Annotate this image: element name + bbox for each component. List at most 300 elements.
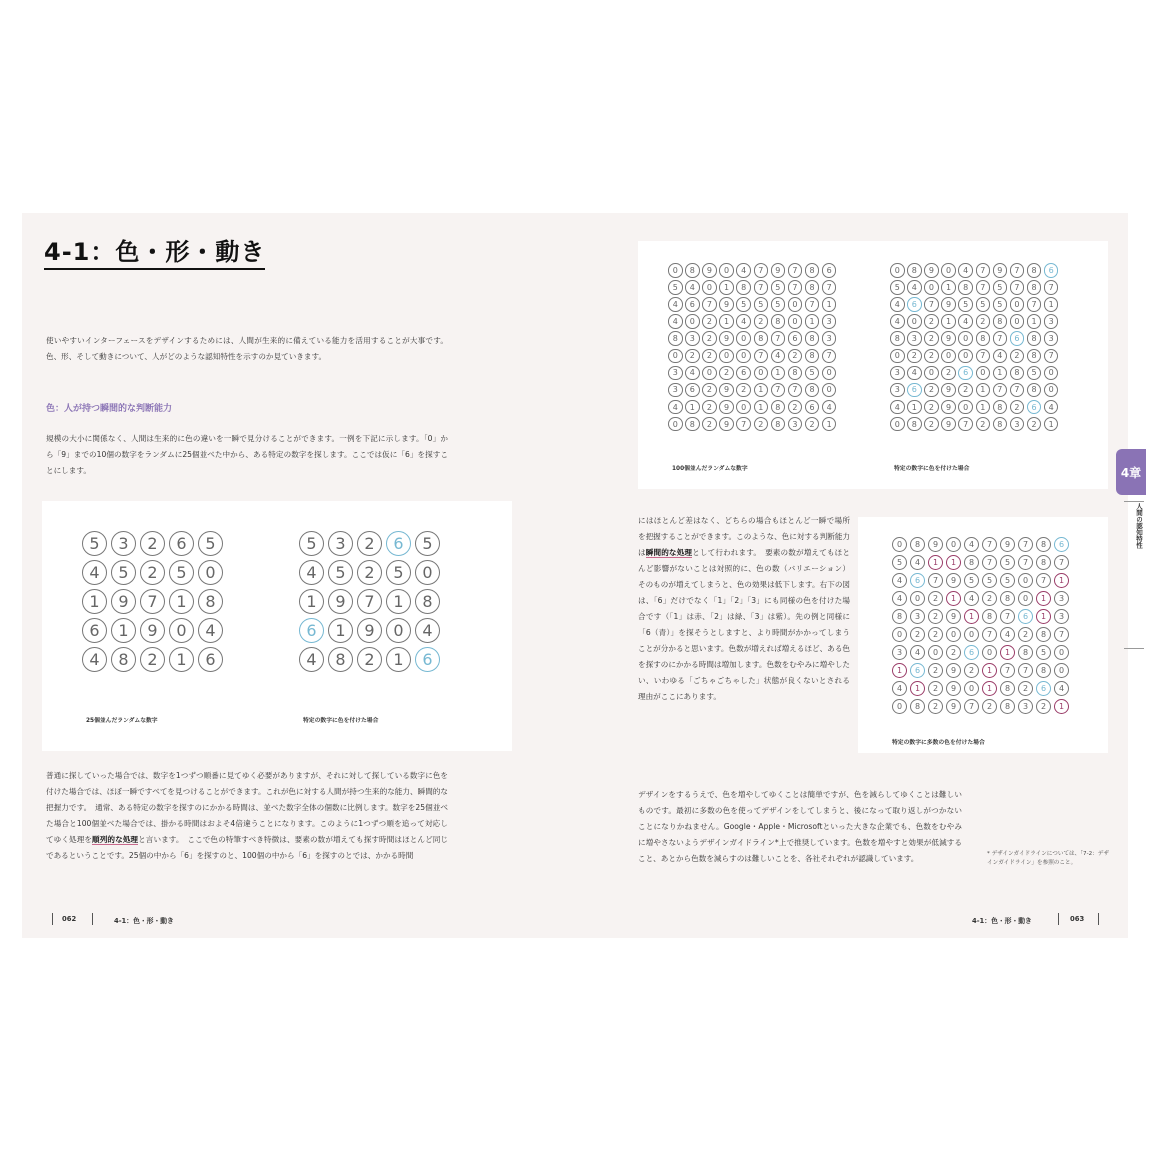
digit-circle: 7 (140, 589, 165, 614)
paragraph-2-text-b: と言います。 ここで色の特筆すべき特徴は、要素の数が増えても探す時間はほとんど同じであるということです。25個の中から「6」を探すのと、100個の中から「6」を探すのとでは、かかる時間 (46, 835, 449, 860)
digit-circle: 2 (719, 366, 734, 381)
paragraph-3-text-b: として行われます。 要素の数が増えてもほとんど影響がないことは対照的に、色の数（バリエーション）そのものが増えてしまうと、色の効果は低下します。右下の図は、「6」だけでなく「1」「2」「3」にも同様の色を付けた場合です（「1」は赤、「2」は緑、「3」は紫）。先の例と同様に「6（青）」を探そうとしますと、より時間がかかってしまうことが分かると思います。色数が増えれば増えるほど、ある色を探すのにかかる時間は増加します。色数をむやみに増やしたい、いわゆる「ごちゃごちゃした」状態が良くないとされる理由がここにあります。 (638, 548, 851, 701)
digit-circle: 2 (910, 627, 925, 642)
digit-circle: 0 (169, 618, 194, 643)
digit-circle: 7 (822, 349, 837, 364)
digit-circle: 7 (1018, 663, 1033, 678)
digit-circle: 1 (910, 681, 925, 696)
digit-circle: 9 (140, 618, 165, 643)
section-subheading: 色：人が持つ瞬間的な判断能力 (46, 404, 173, 414)
digit-circle: 8 (805, 349, 820, 364)
digit-circle: 1 (1054, 699, 1069, 714)
digit-circle: 4 (415, 618, 440, 643)
digit-circle: 2 (924, 383, 939, 398)
digit-circle: 2 (736, 383, 751, 398)
digit-circle: 4 (668, 314, 683, 329)
digit-circle: 2 (788, 400, 803, 415)
digit-circle: 1 (386, 589, 411, 614)
digit-circle: 4 (892, 681, 907, 696)
digit-circle: 2 (928, 663, 943, 678)
digit-circle: 8 (328, 647, 353, 672)
digit-circle: 7 (1044, 349, 1059, 364)
digit-circle: 2 (946, 645, 961, 660)
digit-circle: 2 (928, 609, 943, 624)
digit-circle: 1 (754, 400, 769, 415)
digit-circle: 1 (386, 647, 411, 672)
digit-circle: 0 (1018, 573, 1033, 588)
digit-circle: 0 (1044, 366, 1059, 381)
digit-circle: 0 (685, 314, 700, 329)
digit-circle: 2 (907, 349, 922, 364)
digit-circle: 9 (924, 263, 939, 278)
digit-circle: 7 (754, 263, 769, 278)
digit-circle: 8 (910, 699, 925, 714)
digit-circle: 0 (982, 645, 997, 660)
digit-circle: 7 (754, 349, 769, 364)
digit-circle: 4 (910, 645, 925, 660)
digit-circle: 0 (958, 400, 973, 415)
digit-circle: 5 (890, 280, 905, 295)
digit-circle: 4 (958, 314, 973, 329)
digit-circle: 5 (754, 297, 769, 312)
digit-circle: 7 (982, 555, 997, 570)
digit-circle: 6 (822, 263, 837, 278)
digit-circle: 8 (1036, 627, 1051, 642)
digit-circle: 1 (299, 589, 324, 614)
digit-circle: 2 (1036, 699, 1051, 714)
digit-circle: 0 (890, 349, 905, 364)
digit-circle: 3 (892, 645, 907, 660)
digit-circle: 9 (719, 383, 734, 398)
digit-circle: 4 (82, 560, 107, 585)
digit-circle: 4 (910, 555, 925, 570)
digit-circle: 9 (1000, 537, 1015, 552)
digit-circle: 1 (976, 383, 991, 398)
paragraph-2 (46, 768, 448, 864)
paragraph-2-text-a: 普通に探していった場合では、数字を1つずつ順番に見てゆく必要がありますが、それに対して探している数字に色を付けた場合では、ほぼ一瞬ですべてを見つけることができます。これが色に対する人間が持つ生来的な能力、瞬間的な把握力です。 通常、ある特定の数字を探すのにかかる時間は、並べた数字全体の個数に比例します。数字を25個並べた場合と100個並べた場合では、掛かる時間はおよそ4倍違うことになります。このように1つずつ順を追って対応してゆく処理を (46, 771, 448, 844)
digit-circle: 3 (1054, 591, 1069, 606)
digit-circle: 2 (702, 400, 717, 415)
digit-circle: 7 (702, 297, 717, 312)
figure-1-caption-right: 特定の数字に色を付けた場合 (303, 718, 379, 724)
digit-circle: 7 (1010, 280, 1025, 295)
digit-circle: 3 (1018, 699, 1033, 714)
digit-circle: 2 (702, 331, 717, 346)
chapter-tab-rule-bottom (1124, 648, 1144, 649)
digit-circle: 8 (805, 263, 820, 278)
digit-circle: 0 (668, 417, 683, 432)
digit-circle: 2 (357, 531, 382, 556)
digit-circle: 1 (754, 383, 769, 398)
digit-circle: 9 (941, 383, 956, 398)
digit-circle: 0 (736, 349, 751, 364)
digit-circle: 5 (736, 297, 751, 312)
digit-circle: 2 (1018, 627, 1033, 642)
chapter-tab-rule-top (1124, 501, 1144, 502)
digit-circle: 7 (976, 280, 991, 295)
digit-circle: 1 (82, 589, 107, 614)
digit-circle: 9 (357, 618, 382, 643)
digit-circle: 3 (788, 417, 803, 432)
digit-circle: 0 (386, 618, 411, 643)
digit-circle: 6 (964, 645, 979, 660)
figure-2-caption-left: 100個並んだランダムな数字 (672, 466, 748, 472)
digit-circle: 2 (140, 531, 165, 556)
digit-circle: 4 (736, 263, 751, 278)
digit-circle: 5 (964, 573, 979, 588)
figure-3 (858, 517, 1108, 753)
digit-circle: 5 (1027, 366, 1042, 381)
digit-circle: 4 (685, 280, 700, 295)
digit-circle: 4 (958, 263, 973, 278)
digit-circle: 2 (958, 383, 973, 398)
digit-circle: 8 (805, 280, 820, 295)
digit-circle: 1 (941, 314, 956, 329)
digit-circle: 1 (169, 647, 194, 672)
digit-circle: 7 (822, 280, 837, 295)
digit-circle: 1 (928, 555, 943, 570)
digit-circle: 0 (788, 314, 803, 329)
digit-circle: 7 (982, 627, 997, 642)
digit-circle: 7 (976, 349, 991, 364)
digit-circle: 7 (771, 331, 786, 346)
digit-circle: 2 (702, 383, 717, 398)
digit-circle: 1 (946, 555, 961, 570)
footer-left-section: 4-1：色・形・動き (114, 917, 174, 925)
digit-circle: 0 (964, 627, 979, 642)
digit-circle: 9 (941, 417, 956, 432)
digit-circle: 1 (946, 591, 961, 606)
digit-circle: 0 (415, 560, 440, 585)
digit-circle: 0 (928, 645, 943, 660)
digit-circle: 6 (805, 400, 820, 415)
digit-circle: 2 (1010, 400, 1025, 415)
digit-circle: 5 (668, 280, 683, 295)
digit-circle: 2 (924, 417, 939, 432)
digit-circle: 3 (668, 383, 683, 398)
paragraph-3-text-a: にはほとんど差はなく、どちらの場合もほとんど一瞬で場所を把握することができます。このような、色に対する判断能力は (638, 516, 851, 557)
digit-circle: 1 (1036, 609, 1051, 624)
digit-circle: 5 (386, 560, 411, 585)
digit-circle: 4 (299, 560, 324, 585)
digit-circle: 8 (1018, 645, 1033, 660)
digit-circle: 3 (822, 314, 837, 329)
digit-circle: 8 (1027, 331, 1042, 346)
digit-circle: 8 (1036, 537, 1051, 552)
digit-circle: 0 (890, 263, 905, 278)
digit-circle: 4 (198, 618, 223, 643)
digit-circle: 8 (993, 400, 1008, 415)
digit-circle: 8 (1036, 663, 1051, 678)
digit-circle: 8 (890, 331, 905, 346)
digit-circle: 7 (754, 280, 769, 295)
intro-paragraph: 使いやすいインターフェースをデザインするためには、人間が生来的に備えている能力を活用することが大事です。色、形、そして動きについて、人がどのような認知特性を示すのか見ていきます。 (46, 336, 448, 361)
digit-circle: 6 (299, 618, 324, 643)
digit-circle: 1 (719, 280, 734, 295)
footer-left-page-number: 062 (62, 915, 77, 923)
digit-circle: 9 (946, 663, 961, 678)
page-title: 4-1：色・形・動き (44, 239, 265, 270)
paragraph-3 (638, 513, 850, 705)
digit-circle: 6 (907, 383, 922, 398)
digit-circle: 7 (993, 331, 1008, 346)
digit-circle: 4 (1054, 681, 1069, 696)
digit-circle: 0 (958, 349, 973, 364)
digit-circle: 7 (805, 297, 820, 312)
digit-circle: 2 (928, 681, 943, 696)
digit-circle: 0 (946, 627, 961, 642)
digit-circle: 1 (907, 400, 922, 415)
digit-circle: 8 (771, 314, 786, 329)
digit-circle: 0 (1018, 591, 1033, 606)
digit-circle: 1 (1027, 314, 1042, 329)
digit-circle: 1 (941, 280, 956, 295)
digit-circle: 9 (946, 681, 961, 696)
digit-circle: 9 (719, 297, 734, 312)
digit-circle: 0 (958, 331, 973, 346)
footer-left-divider-2 (92, 913, 93, 925)
digit-circle: 6 (1018, 609, 1033, 624)
digit-circle: 4 (771, 349, 786, 364)
digit-circle: 8 (805, 331, 820, 346)
digit-circle: 3 (685, 331, 700, 346)
digit-circle: 0 (198, 560, 223, 585)
digit-circle: 7 (964, 699, 979, 714)
digit-circle: 9 (328, 589, 353, 614)
digit-circle: 1 (169, 589, 194, 614)
digit-circle: 6 (169, 531, 194, 556)
figure-2 (638, 241, 1108, 489)
digit-circle: 2 (928, 627, 943, 642)
digit-circle: 0 (719, 349, 734, 364)
digit-circle: 2 (805, 417, 820, 432)
digit-circle: 8 (415, 589, 440, 614)
digit-circle: 7 (982, 537, 997, 552)
digit-circle: 5 (771, 280, 786, 295)
paragraph-3-emphasis: 瞬間的な処理 (645, 548, 693, 557)
digit-circle: 3 (890, 366, 905, 381)
digit-circle: 8 (1027, 280, 1042, 295)
digit-circle: 8 (907, 263, 922, 278)
digit-circle: 9 (719, 331, 734, 346)
digit-circle: 4 (993, 349, 1008, 364)
digit-circle: 5 (198, 531, 223, 556)
digit-circle: 1 (685, 400, 700, 415)
digit-circle: 4 (964, 537, 979, 552)
digit-circle: 7 (1044, 280, 1059, 295)
digit-circle: 5 (982, 573, 997, 588)
digit-circle: 7 (788, 263, 803, 278)
digit-circle: 4 (668, 400, 683, 415)
digit-circle: 5 (328, 560, 353, 585)
digit-circle: 8 (1027, 263, 1042, 278)
digit-circle: 2 (754, 314, 769, 329)
digit-circle: 0 (892, 537, 907, 552)
digit-circle: 6 (685, 297, 700, 312)
digit-circle: 7 (771, 383, 786, 398)
digit-circle: 0 (1054, 645, 1069, 660)
digit-circle: 0 (910, 591, 925, 606)
digit-circle: 2 (982, 591, 997, 606)
digit-circle: 0 (946, 537, 961, 552)
digit-circle: 0 (1010, 297, 1025, 312)
digit-circle: 8 (685, 417, 700, 432)
digit-circle: 0 (941, 263, 956, 278)
digit-circle: 2 (928, 591, 943, 606)
digit-circle: 0 (890, 417, 905, 432)
digit-circle: 5 (1000, 573, 1015, 588)
digit-circle: 4 (892, 573, 907, 588)
digit-circle: 3 (668, 366, 683, 381)
book-spread (22, 213, 1143, 938)
digit-circle: 0 (736, 400, 751, 415)
digit-circle: 6 (1044, 263, 1059, 278)
footer-left-divider-1 (52, 913, 53, 925)
digit-circle: 4 (668, 297, 683, 312)
digit-circle: 6 (736, 366, 751, 381)
digit-circle: 4 (907, 280, 922, 295)
digit-circle: 2 (357, 647, 382, 672)
digit-circle: 6 (910, 663, 925, 678)
digit-circle: 5 (82, 531, 107, 556)
digit-circle: 8 (892, 609, 907, 624)
digit-circle: 8 (1000, 699, 1015, 714)
digit-circle: 0 (924, 366, 939, 381)
digit-circle: 7 (1010, 383, 1025, 398)
digit-circle: 4 (890, 400, 905, 415)
digit-circle: 9 (719, 417, 734, 432)
digit-circle: 3 (111, 531, 136, 556)
digit-circle: 8 (1027, 383, 1042, 398)
digit-circle: 2 (1018, 681, 1033, 696)
digit-circle: 8 (907, 417, 922, 432)
digit-circle: 0 (822, 366, 837, 381)
digit-circle: 9 (771, 263, 786, 278)
digit-circle: 2 (702, 314, 717, 329)
digit-circle: 8 (993, 314, 1008, 329)
paragraph-2-emphasis: 順列的な処理 (92, 835, 139, 844)
digit-circle: 9 (941, 297, 956, 312)
digit-circle: 4 (685, 366, 700, 381)
digit-circle: 0 (1054, 663, 1069, 678)
digit-circle: 1 (719, 314, 734, 329)
digit-circle: 2 (982, 699, 997, 714)
digit-circle: 8 (198, 589, 223, 614)
digit-circle: 9 (702, 263, 717, 278)
digit-circle: 3 (1054, 609, 1069, 624)
digit-circle: 0 (1010, 314, 1025, 329)
digit-circle: 6 (1027, 400, 1042, 415)
footer-right-divider-1 (1058, 913, 1059, 925)
digit-circle: 8 (788, 366, 803, 381)
digit-circle: 3 (1010, 417, 1025, 432)
digit-circle: 1 (993, 366, 1008, 381)
digit-circle: 7 (1018, 537, 1033, 552)
digit-circle: 5 (1036, 645, 1051, 660)
digit-circle: 8 (668, 331, 683, 346)
digit-circle: 4 (736, 314, 751, 329)
digit-circle: 4 (892, 591, 907, 606)
digit-circle: 2 (702, 417, 717, 432)
digit-circle: 4 (890, 314, 905, 329)
digit-circle: 0 (754, 366, 769, 381)
digit-circle: 2 (754, 417, 769, 432)
digit-circle: 0 (822, 383, 837, 398)
digit-circle: 5 (958, 297, 973, 312)
digit-circle: 8 (1000, 681, 1015, 696)
digit-circle: 9 (946, 699, 961, 714)
digit-circle: 0 (736, 331, 751, 346)
digit-circle: 8 (1010, 366, 1025, 381)
figure-1-caption-left: 25個並んだランダムな数字 (86, 718, 158, 724)
digit-circle: 1 (771, 366, 786, 381)
digit-circle: 7 (1054, 555, 1069, 570)
digit-circle: 8 (1000, 591, 1015, 606)
figure-2-caption-right: 特定の数字に色を付けた場合 (894, 466, 970, 472)
digit-circle: 8 (993, 417, 1008, 432)
digit-circle: 5 (976, 297, 991, 312)
digit-circle: 1 (1044, 297, 1059, 312)
digit-circle: 5 (892, 555, 907, 570)
digit-circle: 2 (941, 366, 956, 381)
digit-circle: 7 (1018, 555, 1033, 570)
digit-circle: 9 (719, 400, 734, 415)
digit-circle: 7 (788, 383, 803, 398)
digit-circle: 2 (788, 349, 803, 364)
digit-circle: 8 (910, 537, 925, 552)
digit-circle: 8 (736, 280, 751, 295)
digit-circle: 0 (892, 699, 907, 714)
digit-circle: 3 (1044, 314, 1059, 329)
digit-circle: 7 (1000, 663, 1015, 678)
digit-circle: 7 (993, 383, 1008, 398)
digit-circle: 3 (890, 383, 905, 398)
digit-circle: 4 (907, 366, 922, 381)
digit-circle: 6 (386, 531, 411, 556)
digit-circle: 0 (892, 627, 907, 642)
digit-circle: 7 (976, 263, 991, 278)
digit-circle: 0 (924, 280, 939, 295)
digit-circle: 0 (1044, 383, 1059, 398)
digit-circle: 6 (1054, 537, 1069, 552)
digit-circle: 8 (805, 383, 820, 398)
digit-circle: 2 (924, 331, 939, 346)
digit-circle: 5 (993, 297, 1008, 312)
digit-circle: 0 (702, 280, 717, 295)
footnote: * デザインガイドラインについては、「7-2：デザインガイドライン」を参照のこと。 (987, 851, 1109, 866)
digit-circle: 6 (82, 618, 107, 643)
digit-circle: 4 (299, 647, 324, 672)
digit-circle: 8 (771, 400, 786, 415)
digit-circle: 7 (928, 573, 943, 588)
digit-circle: 1 (822, 417, 837, 432)
paragraph-1: 規模の大小に関係なく、人間は生来的に色の違いを一瞬で見分けることができます。一例を下記に示します。「0」から「9」までの10個の数字をランダムに25個並べた中から、ある特定の数字を探します。ここでは仮に「6」を探すことにします。 (46, 434, 448, 475)
digit-circle: 1 (964, 609, 979, 624)
digit-circle: 8 (982, 609, 997, 624)
digit-circle: 1 (976, 400, 991, 415)
digit-circle: 8 (754, 331, 769, 346)
digit-circle: 2 (1010, 349, 1025, 364)
digit-circle: 4 (822, 400, 837, 415)
digit-circle: 8 (958, 280, 973, 295)
digit-circle: 8 (976, 331, 991, 346)
digit-circle: 4 (1044, 400, 1059, 415)
digit-circle: 7 (1054, 627, 1069, 642)
footer-right-section: 4-1：色・形・動き (972, 917, 1032, 925)
digit-circle: 9 (111, 589, 136, 614)
digit-circle: 5 (169, 560, 194, 585)
digit-circle: 2 (140, 647, 165, 672)
